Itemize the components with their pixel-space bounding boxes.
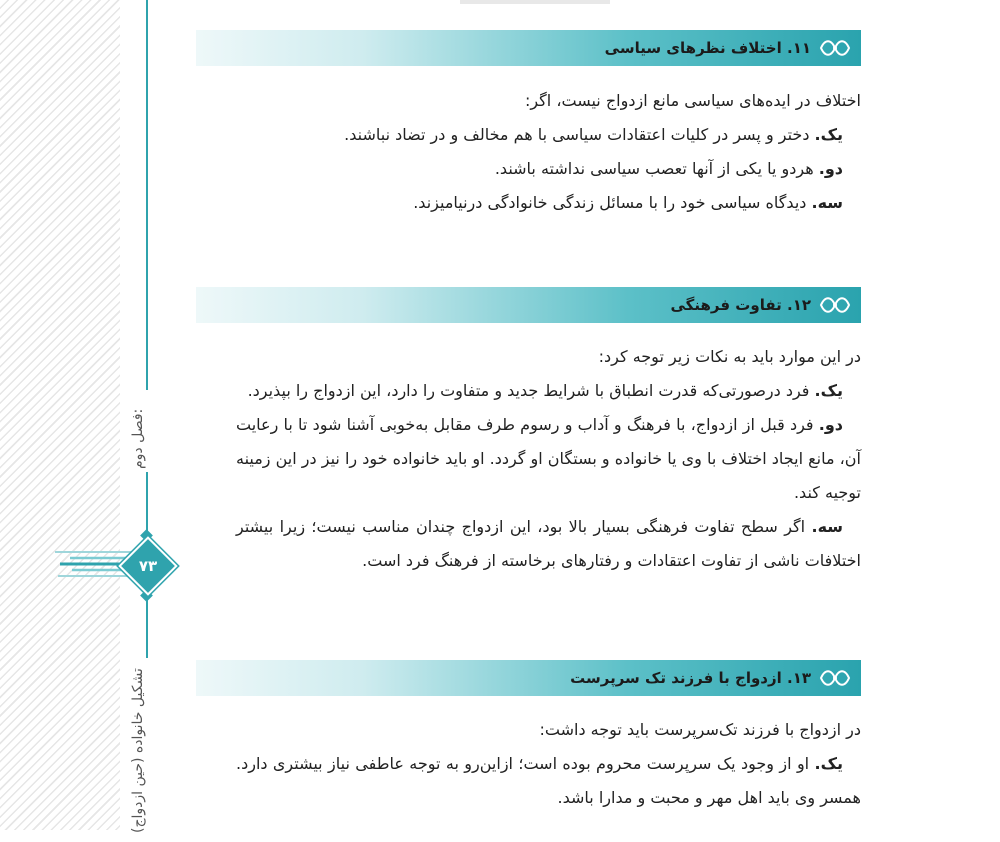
chapter-label: فصل دوم: [130,395,162,482]
top-decorative-bar [460,0,610,4]
list-item [236,152,861,186]
item-text: دختر و پسر در کلیات اعتقادات سیاسی با هم مخالف و در تضاد نباشند. [344,125,815,144]
item-text: اگر سطح تفاوت فرهنگی بسیار بالا بود، این ازدواج چندان مناسب نیست؛ زیرا بیشتر اختلافات ناشی از تفاوت اعتقادات و رفتارهای برخاسته از فرهنگ فرد است. [236,517,861,570]
list-item [236,408,861,510]
list-item [236,510,861,578]
section-heading-11 [196,30,861,66]
item-text: هردو یا یکی از آنها تعصب سیاسی نداشته باشند. [494,159,819,178]
item-lead: یک. [814,381,843,400]
item-text: دیدگاه سیاسی خود را با مسائل زندگی خانوادگی درنیامیزند. [413,193,812,212]
item-lead: سه. [811,517,843,536]
section-heading-text: ۱۳. ازدواج با فرزند تک سرپرست [570,669,811,687]
item-lead: یک. [814,125,843,144]
section-heading-text: ۱۱. اختلاف نظرهای سیاسی [604,39,811,57]
item-text: فرد قبل از ازدواج، با فرهنگ و آداب و رسوم طرف مقابل به‌خوبی آشنا شود تا با رعایت آن، مانع ایجاد اختلاف با وی یا خانواده و بستگان او گردد. او باید خانواده خود را نیز در این زمینه توجیه کند. [236,415,861,502]
page-number: ۷۳ [138,557,158,575]
item-lead: دو. [818,415,843,434]
item-text: فرد درصورتی‌که قدرت انطباق با شرایط جدید و متفاوت را دارد، این ازدواج را بپذیرد. [247,381,815,400]
section-intro: در ازدواج با فرزند تک‌سرپرست باید توجه داشت: [539,720,861,739]
ornament-icon [817,666,853,690]
list-item [236,118,861,152]
section-intro: اختلاف در ایده‌های سیاسی مانع ازدواج نیست، اگر: [524,91,861,110]
section-heading-12 [196,287,861,323]
section-body-12 [236,340,861,578]
section-heading-13 [196,660,861,696]
list-item [236,747,861,815]
list-item [236,186,861,220]
item-text: او از وجود یک سرپرست محروم بوده است؛ ازاین‌رو به توجه عاطفی نیاز بیشتری دارد. همسر وی باید اهل مهر و محبت و مدارا باشد. [236,754,861,807]
item-lead: دو. [818,159,843,178]
section-label: تشکیل خانواده (حین ازدواج) [130,660,162,842]
ornament-icon [817,293,853,317]
section-intro: در این موارد باید به نکات زیر توجه کرد: [598,347,861,366]
list-item [236,374,861,408]
item-lead: سه. [811,193,843,212]
page-badge-streaks [0,0,200,830]
ornament-icon [817,36,853,60]
section-body-11 [236,84,861,220]
item-lead: یک. [814,754,843,773]
section-body-13 [236,713,861,815]
section-heading-text: ۱۲. تفاوت فرهنگی [670,296,811,314]
